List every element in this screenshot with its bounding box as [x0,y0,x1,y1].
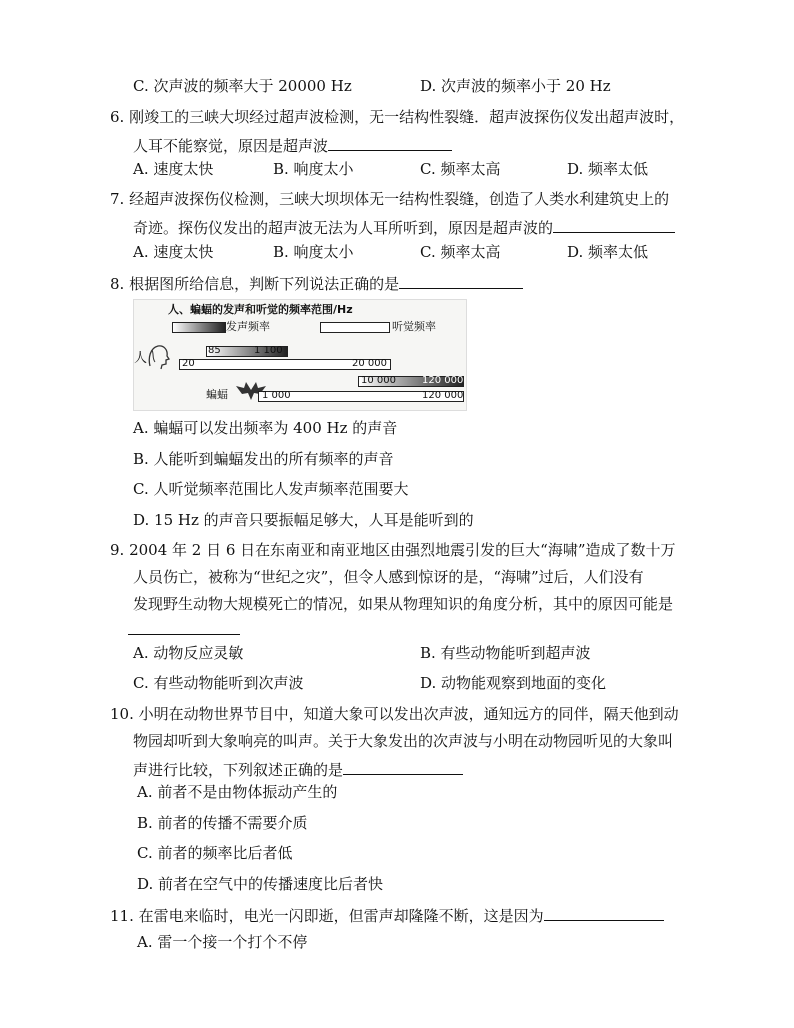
q9-stem-line2: 人员伤亡，被称为“世纪之灾”，但令人感到惊讶的是，“海啸”过后，人们没有 [133,568,644,586]
bat-hear-low: 1 000 [262,390,291,401]
q11-answer-blank [544,904,664,921]
q9-option-a: A. 动物反应灵敏 [133,644,244,662]
frequency-range-figure [133,299,467,411]
bat-emit-low: 10 000 [361,375,396,386]
q5-option-c: C. 次声波的频率大于 20000 Hz [133,77,352,95]
q6-answer-blank [328,134,452,151]
figure-title: 人、蝙蝠的发声和听觉的频率范围/Hz [168,303,353,316]
q7-answer-blank [553,216,675,233]
human-emit-high: 1 100 [254,345,283,356]
legend-hear-label: 听觉频率 [392,320,436,333]
q7-stem-line1: 7. 经超声波探伤仪检测，三峡大坝坝体无一结构性裂缝，创造了人类水利建筑史上的 [110,190,670,208]
q6-stem-line1: 6. 刚竣工的三峡大坝经过超声波检测，无一结构性裂缝．超声波探伤仪发出超声波时， [110,108,685,126]
human-label: 人 [134,351,148,366]
legend-hear-swatch [320,322,390,333]
q6-option-b: B. 响度太小 [273,160,354,178]
q8-stem: 8. 根据图所给信息，判断下列说法正确的是 [110,272,523,294]
q6-option-d: D. 频率太低 [567,160,649,178]
human-hear-high: 20 000 [352,358,387,369]
q9-answer-blank [128,618,240,635]
bat-label: 蝙蝠 [206,388,228,401]
q7-option-b: B. 响度太小 [273,243,354,261]
q8-option-c: C. 人听觉频率范围比人发声频率范围要大 [133,480,409,498]
legend-emit-label: 发声频率 [226,320,270,333]
q6-option-c: C. 频率太高 [420,160,501,178]
q9-option-c: C. 有些动物能听到次声波 [133,674,304,692]
q9-option-d: D. 动物能观察到地面的变化 [420,674,607,692]
q6-stem-line2: 人耳不能察觉，原因是超声波 [133,134,452,156]
q8-option-b: B. 人能听到蝙蝠发出的所有频率的声音 [133,450,394,468]
q9-stem-line1: 9. 2004 年 2 日 6 日在东南亚和南亚地区由强烈地震引发的巨大“海啸”造成了数十万 [110,541,676,559]
q7-option-c: C. 频率太高 [420,243,501,261]
bat-emit-high: 120 000 [422,375,464,386]
q9-stem-line3: 发现野生动物大规模死亡的情况，如果从物理知识的角度分析，其中的原因可能是 [133,595,674,613]
q11-stem: 11. 在雷电来临时，电光一闪即逝，但雷声却隆隆不断，这是因为 [110,904,664,926]
q5-option-d: D. 次声波的频率小于 20 Hz [420,77,611,95]
q11-option-a: A. 雷一个接一个打个不停 [137,933,308,951]
q7-option-a: A. 速度太快 [133,243,214,261]
human-emit-low: 85 [208,345,221,356]
q8-option-d: D. 15 Hz 的声音只要振幅足够大，人耳是能听到的 [133,511,474,529]
human-hear-low: 20 [182,358,195,369]
q10-stem-line3: 声进行比较，下列叙述正确的是 [133,758,463,780]
q8-answer-blank [399,272,523,289]
q10-option-a: A. 前者不是由物体振动产生的 [137,783,338,801]
q10-option-b: B. 前者的传播不需要介质 [137,814,308,832]
q6-option-a: A. 速度太快 [133,160,214,178]
q8-option-a: A. 蝙蝠可以发出频率为 400 Hz 的声音 [133,419,398,437]
q10-stem-line1: 10. 小明在动物世界节目中，知道大象可以发出次声波，通知远方的同伴，隔天他到动 [110,705,679,723]
q10-stem-line2: 物园却听到大象响亮的叫声。关于大象发出的次声波与小明在动物园听见的大象叫 [133,732,674,750]
q10-option-d: D. 前者在空气中的传播速度比后者快 [137,875,384,893]
q10-option-c: C. 前者的频率比后者低 [137,844,293,862]
legend-emit-swatch [172,322,226,333]
bat-hear-high: 120 000 [422,390,464,401]
human-head-icon [146,342,170,370]
q9-option-b: B. 有些动物能听到超声波 [420,644,591,662]
q10-answer-blank [343,758,463,775]
q7-stem-line2: 奇迹。探伤仪发出的超声波无法为人耳所听到，原因是超声波的 [133,216,675,238]
q7-option-d: D. 频率太低 [567,243,649,261]
